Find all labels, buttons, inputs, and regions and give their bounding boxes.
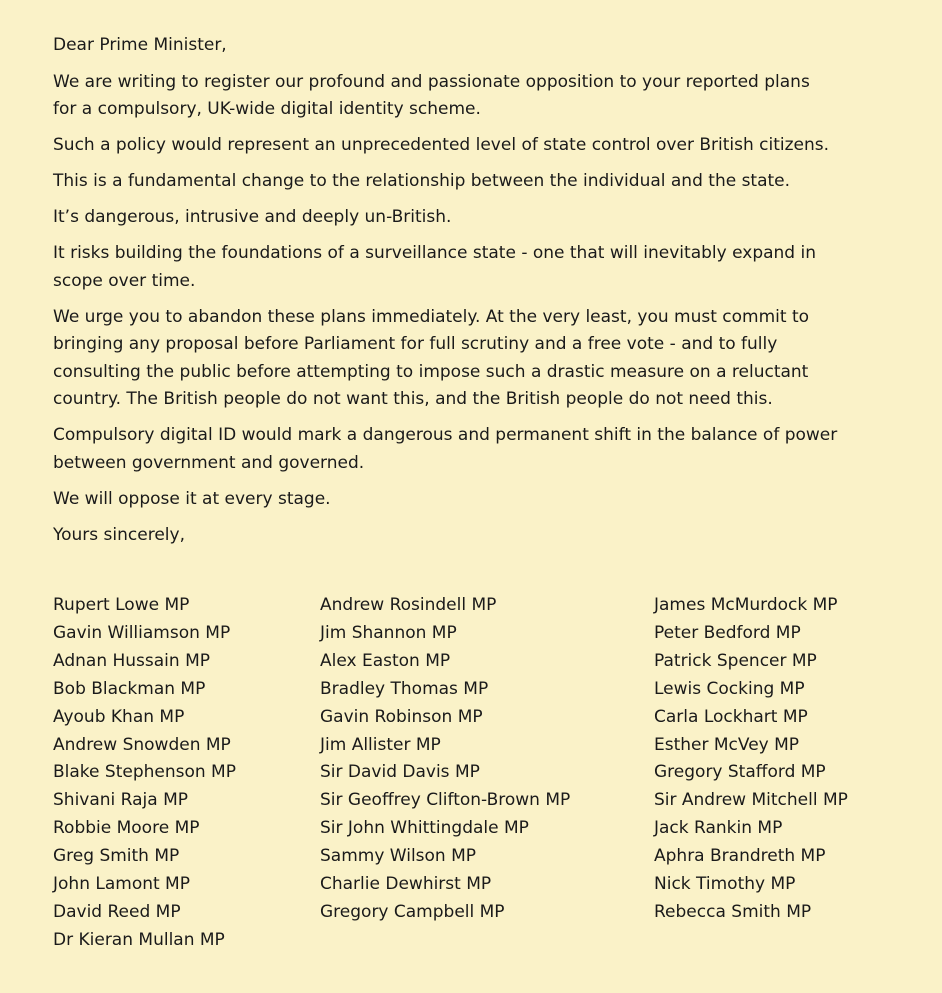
signatory-column-1 [53, 592, 236, 955]
signatory: Sammy Wilson MP [320, 846, 477, 867]
paragraph-8 [53, 486, 902, 514]
paragraph-6 [53, 304, 902, 414]
paragraph-line: Such a policy would represent an unprecedented level of state control over British citizens. [53, 135, 830, 155]
signatory: Patrick Spencer MP [654, 650, 817, 671]
signatory: Jack Rankin MP [654, 818, 783, 839]
closing: Yours sincerely, [53, 524, 185, 545]
signatory: Sir Geoffrey Clifton-Brown MP [320, 790, 571, 811]
paragraph-line: It risks building the foundations of a surveillance state - one that will inevitably expand in [53, 243, 816, 263]
signatory: Charlie Dewhirst MP [320, 874, 492, 895]
signatory: Gregory Stafford MP [654, 762, 826, 783]
signatory: Nick Timothy MP [654, 874, 796, 895]
signatory: Dr Kieran Mullan MP [53, 929, 225, 950]
signatory: Shivani Raja MP [53, 790, 188, 811]
signatory: Carla Lockhart MP [654, 706, 808, 727]
signatory: Gregory Campbell MP [320, 901, 505, 922]
signatory: Jim Allister MP [320, 734, 441, 755]
salutation: Dear Prime Minister, [53, 35, 227, 55]
paragraph-3 [53, 168, 902, 196]
signatory: Bradley Thomas MP [320, 678, 489, 699]
paragraph-line: We are writing to register our profound and passionate opposition to your reported plans [53, 71, 810, 92]
signatory: Rupert Lowe MP [53, 595, 190, 615]
paragraph-line: between government and governed. [53, 452, 365, 473]
signatory: David Reed MP [53, 901, 181, 922]
signatory: Andrew Rosindell MP [320, 595, 497, 615]
signatory: Gavin Robinson MP [320, 706, 483, 727]
paragraph-line: It’s dangerous, intrusive and deeply un-British. [53, 207, 452, 227]
paragraph-line: bringing any proposal before Parliament for full scrutiny and a free vote - and to fully [53, 334, 778, 354]
signatory: Blake Stephenson MP [53, 762, 236, 783]
signatory: Peter Bedford MP [654, 622, 801, 643]
paragraph-line: scope over time. [53, 270, 196, 291]
signatory: Robbie Moore MP [53, 818, 200, 839]
paragraph-line: We urge you to abandon these plans immediately. At the very least, you must commit to [53, 306, 810, 327]
signatory: Lewis Cocking MP [654, 678, 805, 699]
signatory: John Lamont MP [53, 874, 190, 895]
signatory: Alex Easton MP [320, 650, 451, 671]
signatory: James McMurdock MP [654, 595, 838, 615]
signatory: Greg Smith MP [53, 846, 180, 867]
paragraph-line: Compulsory digital ID would mark a dangerous and permanent shift in the balance of power [53, 425, 838, 445]
paragraph-line: This is a fundamental change to the relationship between the individual and the state. [53, 171, 791, 191]
paragraph-line: We will oppose it at every stage. [53, 488, 331, 509]
signatory: Bob Blackman MP [53, 678, 206, 699]
signatory: Rebecca Smith MP [654, 901, 812, 922]
signatory-column-2 [320, 592, 570, 927]
signatory: Adnan Hussain MP [53, 650, 211, 671]
signatory: Ayoub Khan MP [53, 706, 185, 727]
paragraph-line: for a compulsory, UK-wide digital identity scheme. [53, 99, 481, 119]
signatory: Sir David Davis MP [320, 762, 480, 783]
paragraph-2 [53, 132, 902, 160]
paragraph-line: country. The British people do not want this, and the British people do not need this. [53, 389, 773, 409]
signatory: Aphra Brandreth MP [654, 846, 826, 867]
paragraph-7 [53, 422, 902, 477]
paragraph-line: consulting the public before attempting to impose such a drastic measure on a reluctant [53, 361, 809, 382]
paragraph-5 [53, 240, 902, 295]
signatory: Jim Shannon MP [320, 622, 457, 643]
signatory-column-3 [654, 592, 848, 927]
signatory: Sir John Whittingdale MP [320, 818, 529, 839]
paragraph-1 [53, 69, 902, 124]
paragraph-4 [53, 204, 902, 232]
signatory: Esther McVey MP [654, 734, 800, 755]
signatory: Gavin Williamson MP [53, 622, 231, 643]
signatory: Andrew Snowden MP [53, 734, 231, 755]
signatory: Sir Andrew Mitchell MP [654, 790, 848, 811]
